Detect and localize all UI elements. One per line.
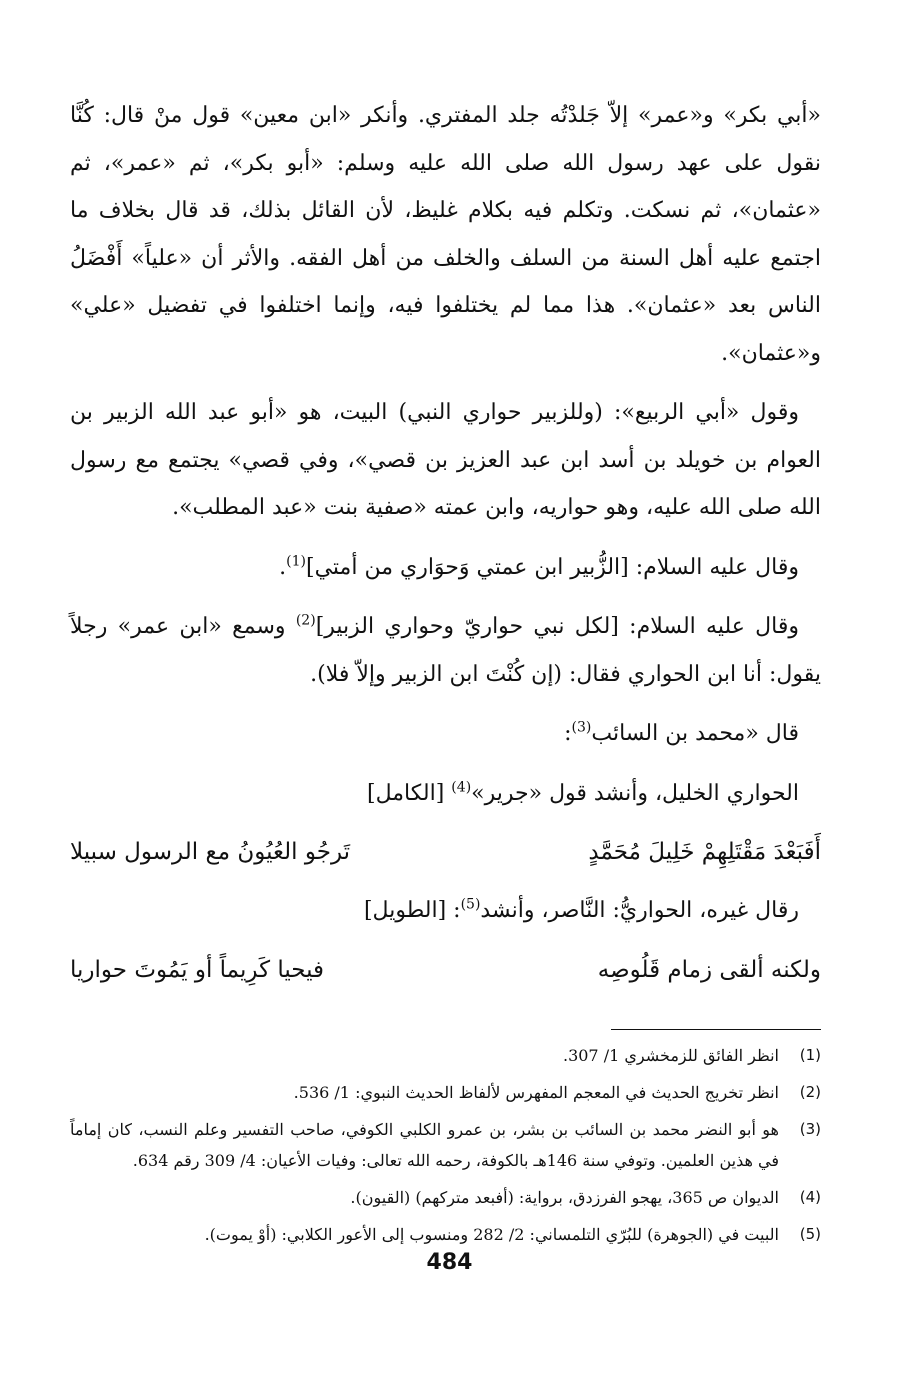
page-number: 484 [426,1250,473,1275]
paragraph-4-rest: وسمع «ابن عمر» رجلاً يقول: أنا ابن الحواري فقال: (إن كُنْتَ ابن الزبير وإلاّ فلا). [70,614,821,687]
narrator-text: قال «محمد بن السائب [591,721,799,746]
footnote-ref-3[interactable]: (3) [571,719,592,736]
footnote-text: البيت في (الجوهرة) للبُرّي التلمساني: 2/ 282 ومنسوب إلى الأعور الكلابي: (أوْ يموت). [204,1224,779,1244]
paragraph-6 [70,770,821,818]
verse-1-first-hemistich: أَفَبَعْدَ مَقْتَلِهِمْ خَلِيلَ مُحَمَّدٍ [588,839,821,865]
hadith-text-1: وقال عليه السلام: [الزُّبير ابن عمتي وَحوَاري من أمتي] [306,554,799,580]
footnote-1 [70,1040,821,1071]
paragraph-1: «أبي بكر» و«عمر» إلاّ جَلدْتُه جلد المفتري. وأنكر «ابن معين» قول منْ قال: كُنَّا نقول على عهد رسول الله صلى الله عليه وسلم: «أبو بكر»، ثم «عمر»، ثم «عثمان»، ثم نسكت. وتكلم فيه بكلام غليظ، لأن القائل بذلك، قد قال بخلاف ما اجتمع عليه أهل السنة من السلف والخلف من أهل الفقه. والأثر أن «علياً» أَفْضَلُ الناس بعد «عثمان». هذا مما لم يختلفوا فيه، وإنما اختلفوا في تفضيل «علي» و«عثمان». [70,103,822,366]
verse-1 [70,829,821,875]
footnote-number: (5) [799,1224,821,1243]
verse-1-second-hemistich: تَرجُو العُيُونُ مع الرسول سبيلا [70,839,351,865]
footnote-text: هو أبو النضر محمد بن السائب بن بشر، بن عمرو الكلبي الكوفي، صاحب التفسير وعلم النسب، كان إماماً في هذين العلمين. وتوفي سنة 146هـ بالكوفة، رحمه الله تعالى: وفيات الأعيان: 4/ 309 رقم 634. [70,1119,779,1170]
verse-2 [70,947,821,993]
footnotes [70,1040,821,1250]
verse-2-first-hemistich: ولكنه ألقى زمام قَلُوصِه [597,956,821,983]
footnote-number: (2) [799,1082,821,1101]
footnote-number: (1) [799,1045,821,1064]
paragraph-7-text: رقال غيره، الحواريُّ: النَّاصر، وأنشد [480,898,799,923]
paragraph-7 [70,887,821,935]
footnote-ref-5[interactable]: (5) [460,896,481,913]
footnote-ref-4[interactable]: (4) [451,779,472,796]
paragraph-6-text: الحواري الخليل، وأنشد قول «جرير» [471,780,799,806]
footnote-ref-1[interactable]: (1) [286,553,306,570]
footnote-3 [70,1114,821,1176]
verse-2-second-hemistich: فيحيا كَرِيماً أو يَمُوتَ حواريا [70,956,325,983]
punctuation: : [564,721,572,746]
meter-label: : [الطويل] [363,898,461,923]
paragraph-2: وقول «أبي الربيع»: (وللزبير حواري النبي) البيت، هو «أبو عبد الله الزبير بن العوام بن خويلد بن أسد ابن عبد العزيز بن قصي»، وفي قصي» يجتمع مع رسول الله صلى الله عليه، وهو حواريه، وابن عمته «صفية بنت «عبد المطلب». [70,400,821,520]
footnote-text: الديوان ص 365، يهجو الفرزدق، برواية: (أفبعد متركهم) (القيون). [350,1187,779,1207]
footnote-ref-2[interactable]: (2) [295,612,316,629]
paragraph-3 [70,544,821,592]
footnote-5 [70,1219,821,1250]
footnote-text: انظر تخريج الحديث في المعجم المفهرس لألفاظ الحديث النبوي: 1/ 536. [293,1082,779,1102]
footnote-text: انظر الفائق للزمخشري 1/ 307. [562,1045,779,1065]
hadith-text-2: وقال عليه السلام: [لكل نبي حواريّ وحواري الزبير] [315,614,799,639]
footnote-4 [70,1182,821,1213]
meter-label: [الكامل] [367,780,452,806]
paragraph-4 [70,603,821,698]
footnote-2 [70,1077,821,1108]
paragraph-5 [70,710,821,758]
footnote-divider [611,1029,821,1030]
footnote-number: (3) [799,1119,821,1138]
footnote-number: (4) [799,1187,821,1206]
punctuation: . [279,554,287,580]
